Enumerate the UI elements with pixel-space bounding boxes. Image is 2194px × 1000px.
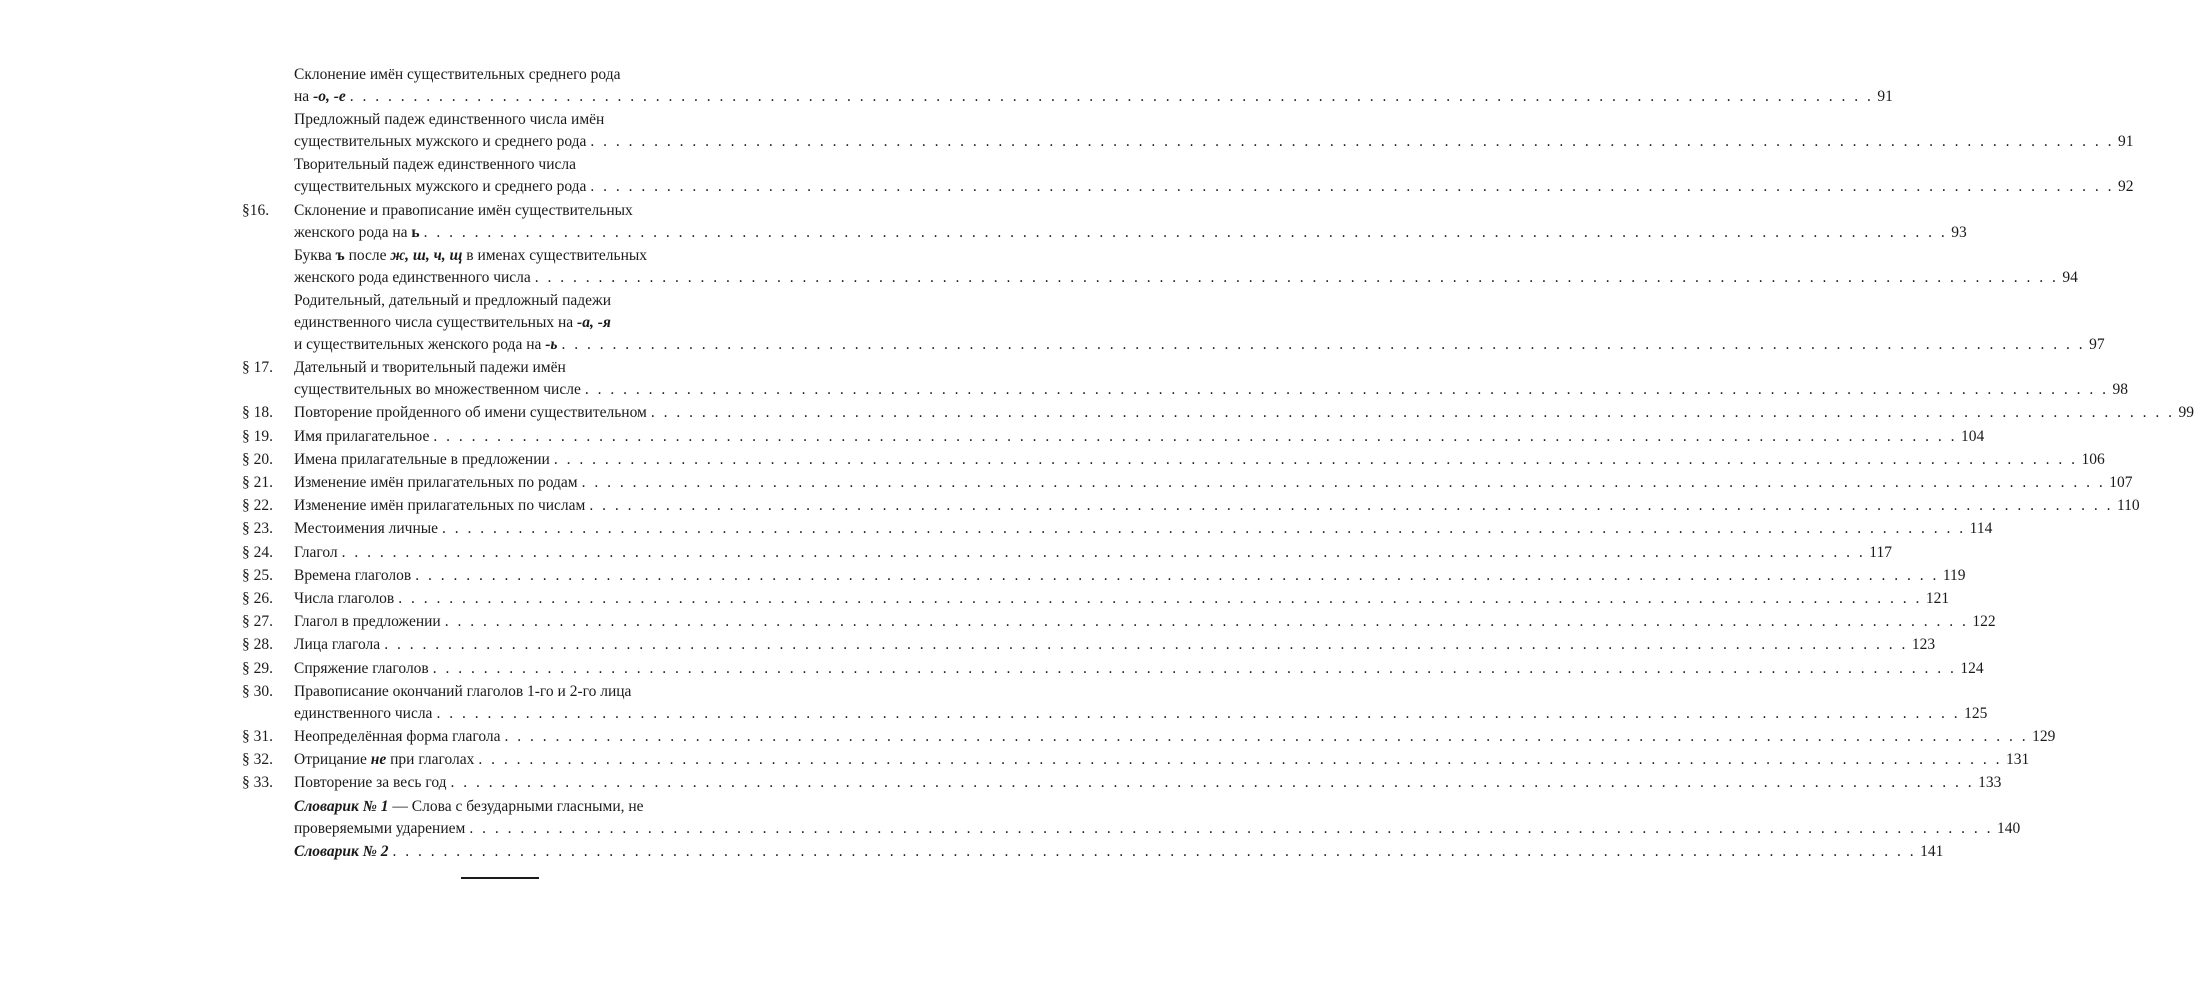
page-number: 92 [2118, 178, 2134, 196]
entry-line [294, 495, 585, 517]
entry-text: в именах существительных [462, 246, 648, 264]
emphasized-text: -а, -я [577, 314, 611, 331]
entry-last-line [294, 726, 2056, 748]
entry-text: после [344, 246, 391, 264]
entry-title [294, 472, 2133, 494]
entry-text: единственного числа [294, 704, 433, 722]
emphasized-text: не [370, 751, 387, 769]
entry-last-line [294, 818, 2021, 840]
entry-line: Предложный падеж единственного числа имён [294, 111, 605, 129]
dot-leader: . . . . . . . . . . . . . . . . . . . . . . . . . . . . . . . . . . . . . . . . . . . . . . . . . . . . . . . . . . . . . . . . . . . . . . . . . . . . . . . . . . . . . . . . . . . . . . . . . . . . . . . . . . . . . . . . . . . . . . . . [415, 566, 1939, 584]
entry-last-line [294, 222, 1967, 244]
entry-last-line [294, 588, 1950, 610]
entry-title [294, 588, 1950, 610]
section-number: § 32. [242, 751, 273, 769]
entry-title [294, 542, 1892, 564]
emphasized-text: -ь [545, 336, 558, 353]
entry-title [294, 402, 2194, 424]
dot-leader: . . . . . . . . . . . . . . . . . . . . . . . . . . . . . . . . . . . . . . . . . . . . . . . . . . . . . . . . . . . . . . . . . . . . . . . . . . . . . . . . . . . . . . . . . . . . . . . . . . . . . . . . . . . . . . . . . . . . . . . . [349, 88, 1874, 105]
entry-last-line [294, 658, 1984, 680]
entry-line [294, 726, 500, 748]
entry-line [294, 611, 441, 633]
entry-line [294, 334, 558, 356]
entry-text: Изменение имён прилагательных по родам [294, 474, 578, 491]
page-number: 106 [2081, 450, 2105, 468]
entry-text: женского рода единственного числа [294, 268, 531, 286]
section-number: § 26. [242, 590, 273, 607]
entry-text: существительных мужского и среднего рода [294, 133, 587, 151]
entry-text: Имя прилагательное [294, 427, 430, 445]
page-number: 141 [1920, 842, 1944, 860]
page-number: 124 [1960, 659, 1984, 677]
page-number: 125 [1964, 704, 1988, 722]
entry-last-line [294, 334, 2105, 356]
dot-leader: . . . . . . . . . . . . . . . . . . . . . . . . . . . . . . . . . . . . . . . . . . . . . . . . . . . . . . . . . . . . . . . . . . . . . . . . . . . . . . . . . . . . . . . . . . . . . . . . . . . . . . . . . . . . . . . . . . . . . . . . [384, 636, 1908, 654]
entry-title [294, 681, 1988, 725]
entry-title [294, 658, 1984, 680]
entry-line [294, 634, 380, 656]
entry-line [294, 449, 550, 471]
entry-line [294, 796, 760, 818]
entry-line [294, 518, 438, 540]
entry-title [294, 796, 2021, 840]
entry-text: женского рода на [294, 223, 412, 241]
entry-last-line [294, 749, 2030, 771]
page-number: 117 [1869, 543, 1892, 561]
entry-text: Числа глаголов [294, 590, 395, 607]
dot-leader: . . . . . . . . . . . . . . . . . . . . . . . . . . . . . . . . . . . . . . . . . . . . . . . . . . . . . . . . . . . . . . . . . . . . . . . . . . . . . . . . . . . . . . . . . . . . . . . . . . . . . . . . . . . . . . . . . . . . . . . . [442, 520, 1966, 538]
entry-last-line [294, 131, 2134, 153]
entry-last-line [294, 542, 1892, 564]
entry-line [294, 472, 578, 494]
dot-leader: . . . . . . . . . . . . . . . . . . . . . . . . . . . . . . . . . . . . . . . . . . . . . . . . . . . . . . . . . . . . . . . . . . . . . . . . . . . . . . . . . . . . . . . . . . . . . . . . . . . . . . . . . . . . . . . . . . . . . . . . [584, 381, 2109, 399]
entry-text: Времена глаголов [294, 566, 412, 584]
entry-title [294, 634, 1936, 656]
page-number: 122 [1972, 613, 1996, 631]
section-number: § 27. [242, 613, 273, 631]
entry-last-line [294, 703, 1988, 725]
entry-line [294, 542, 338, 564]
entry-text: Спряжение глаголов [294, 659, 429, 677]
section-number: § 28. [242, 636, 273, 654]
entry-title [294, 357, 2128, 401]
dot-leader: . . . . . . . . . . . . . . . . . . . . . . . . . . . . . . . . . . . . . . . . . . . . . . . . . . . . . . . . . . . . . . . . . . . . . . . . . . . . . . . . . . . . . . . . . . . . . . . . . . . . . . . . . . . . . . . . . . . . . . . . [450, 774, 1975, 792]
entry-line [294, 245, 760, 267]
entry-title [294, 290, 2105, 356]
section-number: § 33. [242, 774, 273, 792]
page-number: 98 [2112, 381, 2128, 399]
section-number: §16. [242, 201, 270, 219]
entry-text: и существительных женского рода на [294, 336, 546, 353]
entry-title [294, 726, 2056, 748]
entry-title [294, 611, 1996, 633]
entry-line [294, 131, 586, 153]
page-number: 133 [1978, 774, 2002, 792]
entry-title [294, 200, 1967, 244]
entry-last-line [294, 86, 1893, 108]
entry-text: Местоимения личные [294, 520, 439, 538]
entry-last-line [294, 449, 2105, 471]
entry-last-line [294, 495, 2140, 517]
dot-leader: . . . . . . . . . . . . . . . . . . . . . . . . . . . . . . . . . . . . . . . . . . . . . . . . . . . . . . . . . . . . . . . . . . . . . . . . . . . . . . . . . . . . . . . . . . . . . . . . . . . . . . . . . . . . . . . . . . . . . . . . [469, 819, 1993, 837]
entry-title [294, 841, 1944, 863]
entry-text: существительных во множественном числе [294, 381, 581, 399]
dot-leader: . . . . . . . . . . . . . . . . . . . . . . . . . . . . . . . . . . . . . . . . . . . . . . . . . . . . . . . . . . . . . . . . . . . . . . . . . . . . . . . . . . . . . . . . . . . . . . . . . . . . . . . . . . . . . . . . . . . . . . . . [423, 223, 1948, 241]
entry-text: Глагол в предложении [294, 613, 441, 631]
entry-title [294, 154, 2134, 198]
entry-text: — Слова с безударными гласными, не [388, 797, 644, 815]
section-number: § 24. [242, 543, 273, 561]
entry-text: Повторение за весь год [294, 774, 447, 792]
dot-leader: . . . . . . . . . . . . . . . . . . . . . . . . . . . . . . . . . . . . . . . . . . . . . . . . . . . . . . . . . . . . . . . . . . . . . . . . . . . . . . . . . . . . . . . . . . . . . . . . . . . . . . . . . . . . . . . . . . . . . . . . [392, 842, 1917, 860]
entry-line [294, 565, 411, 587]
entry-text: Глагол [294, 543, 338, 561]
entry-text: Родительный, дательный и предложный падежи [294, 292, 612, 309]
entry-title [294, 426, 1985, 448]
entry-line [294, 290, 760, 312]
page-number: 104 [1961, 427, 1985, 445]
entry-text: Отрицание [294, 751, 371, 769]
section-number: § 30. [242, 682, 273, 700]
page-number: 91 [1877, 88, 1893, 105]
entry-line: Дательный и творительный падежи имён [294, 359, 566, 377]
entry-line [294, 703, 432, 725]
entry-title [294, 749, 2030, 771]
section-number: § 22. [242, 497, 273, 515]
entry-line [294, 86, 346, 108]
section-number: § 23. [242, 520, 273, 538]
entry-last-line [294, 176, 2134, 198]
entry-title [294, 64, 1893, 108]
entry-line: Творительный падеж единственного числа [294, 156, 576, 174]
section-number: § 19. [242, 427, 273, 445]
entry-last-line [294, 611, 1996, 633]
entry-text: при глаголах [386, 751, 475, 769]
dot-leader: . . . . . . . . . . . . . . . . . . . . . . . . . . . . . . . . . . . . . . . . . . . . . . . . . . . . . . . . . . . . . . . . . . . . . . . . . . . . . . . . . . . . . . . . . . . . . . . . . . . . . . . . . . . . . . . . . . . . . . . . [436, 704, 1961, 722]
dot-leader: . . . . . . . . . . . . . . . . . . . . . . . . . . . . . . . . . . . . . . . . . . . . . . . . . . . . . . . . . . . . . . . . . . . . . . . . . . . . . . . . . . . . . . . . . . . . . . . . . . . . . . . . . . . . . . . . . . . . . . . . [553, 450, 2078, 468]
dot-leader: . . . . . . . . . . . . . . . . . . . . . . . . . . . . . . . . . . . . . . . . . . . . . . . . . . . . . . . . . . . . . . . . . . . . . . . . . . . . . . . . . . . . . . . . . . . . . . . . . . . . . . . . . . . . . . . . . . . . . . . . [590, 133, 2115, 151]
entry-line: Правописание окончаний глаголов 1-го и 2-го лица [294, 682, 632, 700]
entry-text: на [294, 88, 314, 105]
entry-last-line [294, 518, 1993, 540]
section-number: § 20. [242, 450, 273, 468]
dot-leader: . . . . . . . . . . . . . . . . . . . . . . . . . . . . . . . . . . . . . . . . . . . . . . . . . . . . . . . . . . . . . . . . . . . . . . . . . . . . . . . . . . . . . . . . . . . . . . . . . . . . . . . . . . . . . . . . . . . . . . . . [561, 336, 2086, 353]
entry-line [294, 772, 447, 794]
entry-text: Повторение пройденного об имени существительном [294, 404, 647, 422]
entry-line [294, 749, 474, 771]
entry-line: Склонение и правописание имён существительных [294, 201, 633, 219]
entry-line [294, 222, 420, 244]
entry-title [294, 449, 2105, 471]
entry-title [294, 245, 2078, 289]
entry-text: Неопределённая форма глагола [294, 728, 501, 745]
page-number: 97 [2089, 336, 2105, 353]
entry-line [294, 267, 531, 289]
entry-line [294, 841, 389, 863]
page-number: 119 [1942, 566, 1966, 584]
page-number: 123 [1911, 636, 1936, 654]
dot-leader: . . . . . . . . . . . . . . . . . . . . . . . . . . . . . . . . . . . . . . . . . . . . . . . . . . . . . . . . . . . . . . . . . . . . . . . . . . . . . . . . . . . . . . . . . . . . . . . . . . . . . . . . . . . . . . . . . . . . . . . . [581, 474, 2106, 491]
entry-last-line [294, 402, 2194, 424]
dot-leader: . . . . . . . . . . . . . . . . . . . . . . . . . . . . . . . . . . . . . . . . . . . . . . . . . . . . . . . . . . . . . . . . . . . . . . . . . . . . . . . . . . . . . . . . . . . . . . . . . . . . . . . . . . . . . . . . . . . . . . . . [534, 268, 2059, 286]
entry-line [294, 402, 647, 424]
page-number: 121 [1925, 590, 1950, 607]
section-number: § 18. [242, 404, 273, 422]
emphasized-text: ь [411, 223, 420, 241]
dot-leader: . . . . . . . . . . . . . . . . . . . . . . . . . . . . . . . . . . . . . . . . . . . . . . . . . . . . . . . . . . . . . . . . . . . . . . . . . . . . . . . . . . . . . . . . . . . . . . . . . . . . . . . . . . . . . . . . . . . . . . . . [433, 427, 1957, 445]
entry-last-line [294, 267, 2078, 289]
section-number: § 25. [242, 566, 273, 584]
entry-last-line [294, 472, 2133, 494]
entry-text: Буква [294, 246, 336, 264]
entry-text: Имена прилагательные в предложении [294, 450, 550, 468]
page-number: 94 [2062, 268, 2078, 286]
page-number: 110 [2116, 497, 2140, 515]
emphasized-text: -о, -е [313, 88, 346, 105]
entry-line [294, 658, 429, 680]
emphasized-text: Словарик № 1 [294, 797, 389, 815]
entry-line [294, 379, 581, 401]
dot-leader: . . . . . . . . . . . . . . . . . . . . . . . . . . . . . . . . . . . . . . . . . . . . . . . . . . . . . . . . . . . . . . . . . . . . . . . . . . . . . . . . . . . . . . . . . . . . . . . . . . . . . . . . . . . . . . . . . . . . . . . . [589, 497, 2113, 515]
entry-text: существительных мужского и среднего рода [294, 178, 587, 196]
page-number: 107 [2109, 474, 2133, 491]
entry-last-line [294, 772, 2002, 794]
section-number: § 31. [242, 728, 273, 745]
dot-leader: . . . . . . . . . . . . . . . . . . . . . . . . . . . . . . . . . . . . . . . . . . . . . . . . . . . . . . . . . . . . . . . . . . . . . . . . . . . . . . . . . . . . . . . . . . . . . . . . . . . . . . . . . . . . . . . . . . . . . . . . [432, 659, 1957, 677]
page-number: 91 [2118, 133, 2134, 151]
entry-last-line [294, 565, 1966, 587]
entry-last-line [294, 841, 1944, 863]
entry-text: проверяемыми ударением [294, 819, 466, 837]
page-number: 93 [1951, 223, 1967, 241]
dot-leader: . . . . . . . . . . . . . . . . . . . . . . . . . . . . . . . . . . . . . . . . . . . . . . . . . . . . . . . . . . . . . . . . . . . . . . . . . . . . . . . . . . . . . . . . . . . . . . . . . . . . . . . . . . . . . . . . . . . . . . . . [444, 613, 1969, 631]
entry-last-line [294, 379, 2128, 401]
emphasized-text: ъ [335, 246, 345, 264]
dot-leader: . . . . . . . . . . . . . . . . . . . . . . . . . . . . . . . . . . . . . . . . . . . . . . . . . . . . . . . . . . . . . . . . . . . . . . . . . . . . . . . . . . . . . . . . . . . . . . . . . . . . . . . . . . . . . . . . . . . . . . . . [341, 543, 1866, 561]
dot-leader: . . . . . . . . . . . . . . . . . . . . . . . . . . . . . . . . . . . . . . . . . . . . . . . . . . . . . . . . . . . . . . . . . . . . . . . . . . . . . . . . . . . . . . . . . . . . . . . . . . . . . . . . . . . . . . . . . . . . . . . . [590, 178, 2115, 196]
dot-leader: . . . . . . . . . . . . . . . . . . . . . . . . . . . . . . . . . . . . . . . . . . . . . . . . . . . . . . . . . . . . . . . . . . . . . . . . . . . . . . . . . . . . . . . . . . . . . . . . . . . . . . . . . . . . . . . . . . . . . . . . [650, 404, 2175, 422]
page-number: 99 [2178, 404, 2194, 422]
end-rule [461, 877, 539, 879]
entry-text: Изменение имён прилагательных по числам [294, 497, 586, 515]
page-number: 129 [2032, 728, 2056, 745]
section-number: § 17. [242, 359, 273, 377]
entry-line [294, 426, 429, 448]
entry-text: Лица глагола [294, 636, 381, 654]
entry-title [294, 565, 1966, 587]
entry-text: единственного числа существительных на [294, 314, 578, 331]
entry-last-line [294, 634, 1936, 656]
entry-line [294, 818, 465, 840]
section-number: § 21. [242, 474, 273, 491]
dot-leader: . . . . . . . . . . . . . . . . . . . . . . . . . . . . . . . . . . . . . . . . . . . . . . . . . . . . . . . . . . . . . . . . . . . . . . . . . . . . . . . . . . . . . . . . . . . . . . . . . . . . . . . . . . . . . . . . . . . . . . . . [478, 751, 2003, 769]
entry-title [294, 109, 2134, 153]
entry-last-line [294, 426, 1985, 448]
entry-title [294, 518, 1993, 540]
page-number: 114 [1969, 520, 1993, 538]
entry-line [294, 312, 760, 334]
section-number: § 29. [242, 659, 273, 677]
emphasized-text: Словарик № 2 [294, 842, 389, 860]
page-number: 131 [2006, 751, 2030, 769]
page-number: 140 [1996, 819, 2021, 837]
dot-leader: . . . . . . . . . . . . . . . . . . . . . . . . . . . . . . . . . . . . . . . . . . . . . . . . . . . . . . . . . . . . . . . . . . . . . . . . . . . . . . . . . . . . . . . . . . . . . . . . . . . . . . . . . . . . . . . . . . . . . . . . [398, 590, 1922, 607]
entry-line: Склонение имён существительных среднего рода [294, 66, 621, 83]
entry-line [294, 588, 394, 610]
emphasized-text: ж, ш, ч, щ [390, 246, 463, 264]
entry-title [294, 772, 2002, 794]
dot-leader: . . . . . . . . . . . . . . . . . . . . . . . . . . . . . . . . . . . . . . . . . . . . . . . . . . . . . . . . . . . . . . . . . . . . . . . . . . . . . . . . . . . . . . . . . . . . . . . . . . . . . . . . . . . . . . . . . . . . . . . . [504, 728, 2029, 745]
entry-title [294, 495, 2140, 517]
entry-line [294, 176, 586, 198]
